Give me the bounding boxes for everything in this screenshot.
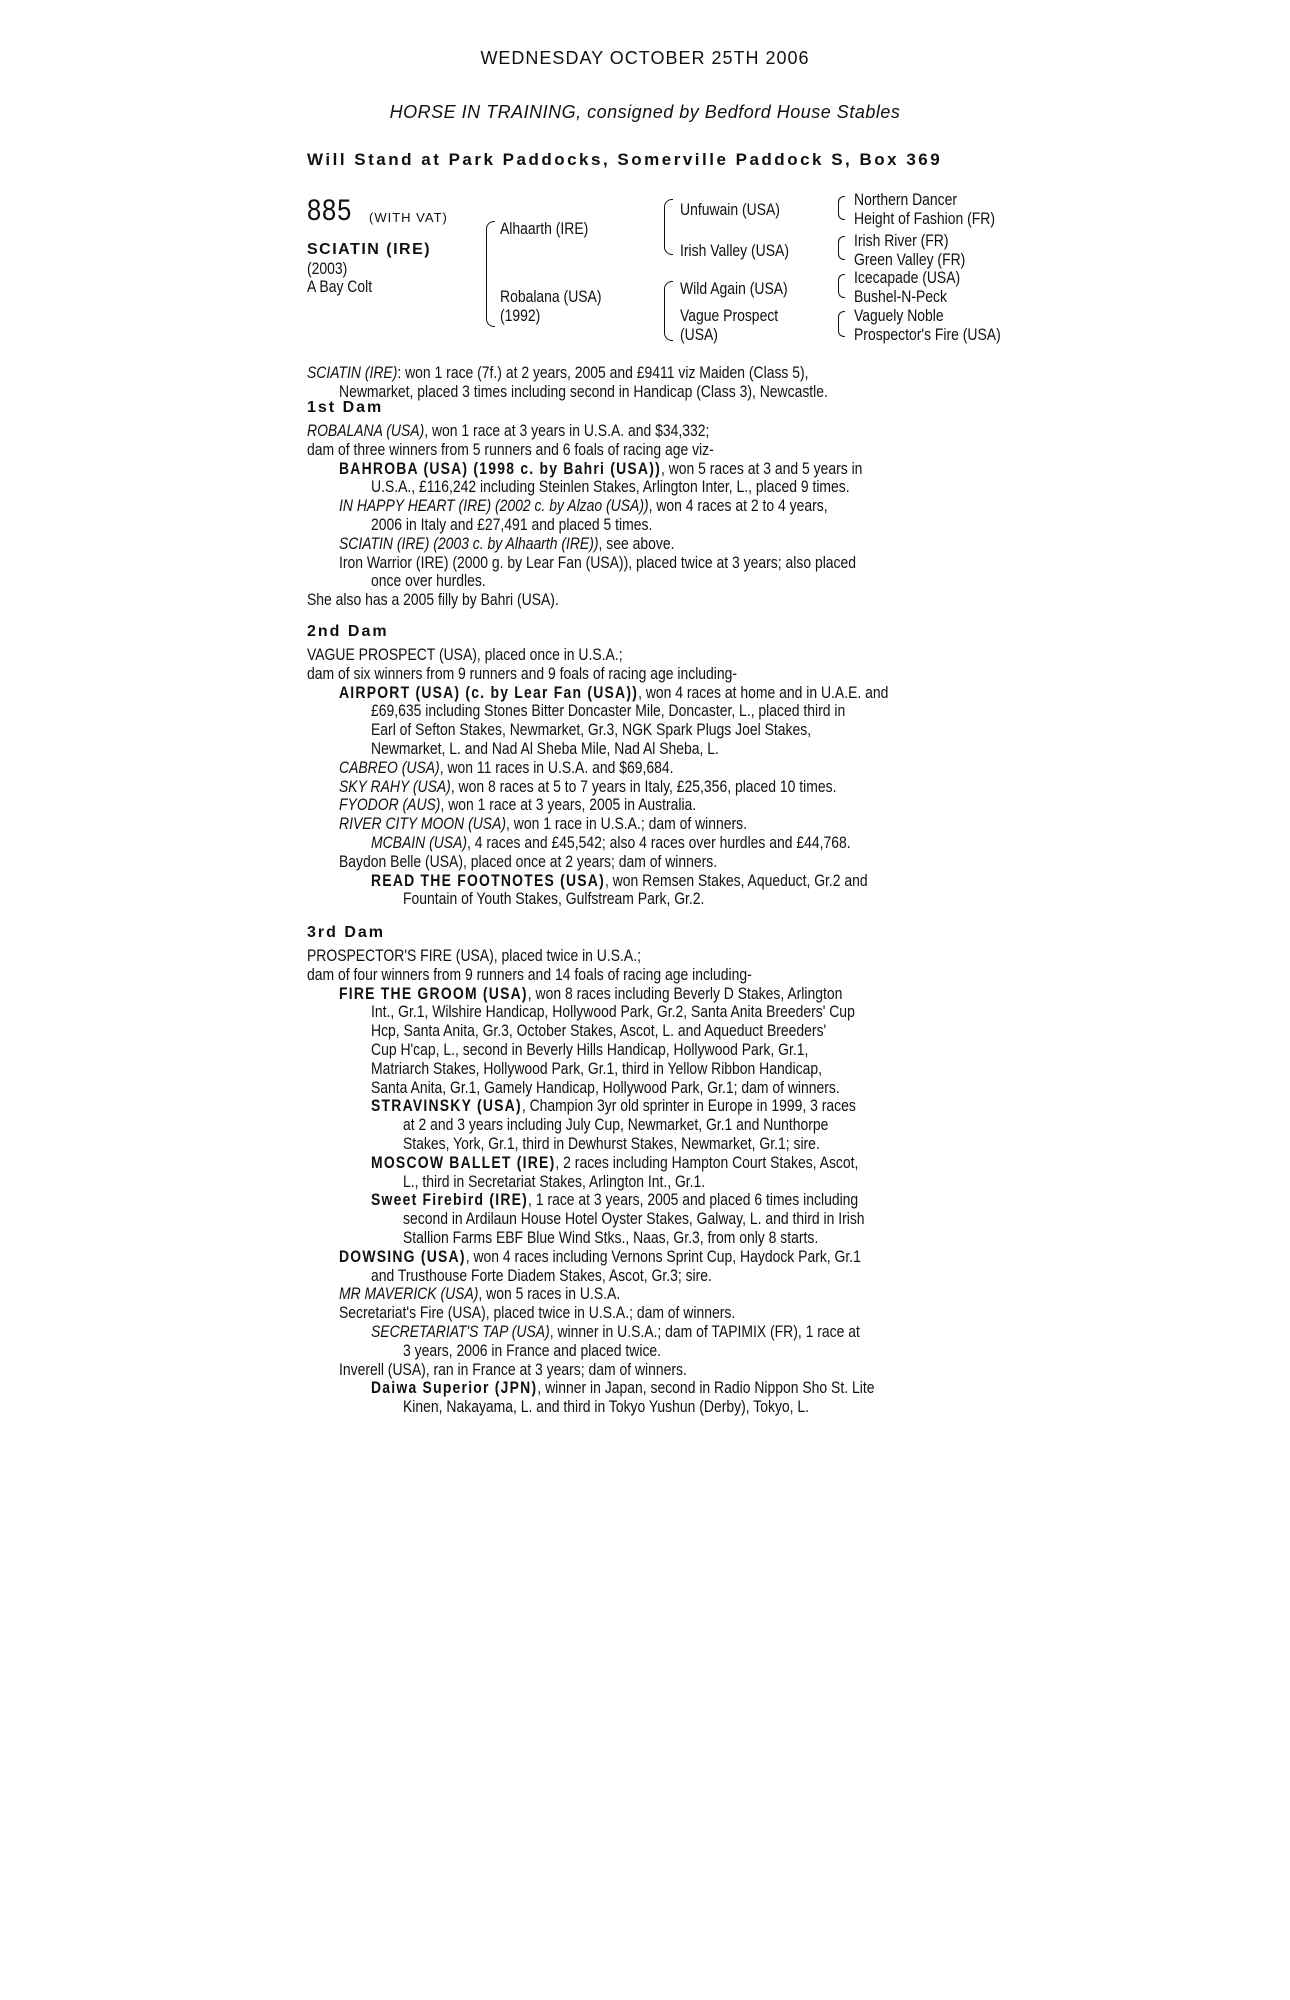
sire-dam: Irish Valley (USA) xyxy=(680,241,789,260)
dam3-line: Kinen, Nakayama, L. and third in Tokyo Yushun (Derby), Tokyo, L. xyxy=(403,1397,810,1417)
dam1-line: dam of three winners from 5 runners and 6 foals of racing age viz- xyxy=(307,439,714,459)
dam1-line: BAHROBA (USA) (1998 c. by Bahri (USA)), won 5 races at 3 and 5 years in xyxy=(339,458,863,478)
dam2-line: £69,635 including Stones Bitter Doncaster Mile, Doncaster, L., placed third in xyxy=(371,701,846,721)
dam3-line: Daiwa Superior (JPN), winner in Japan, second in Radio Nippon Sho St. Lite xyxy=(371,1378,875,1398)
dam3-line: Sweet Firebird (IRE), 1 race at 3 years, 2005 and placed 6 times including xyxy=(371,1190,859,1210)
dam3-line: Int., Gr.1, Wilshire Handicap, Hollywood Park, Gr.2, Santa Anita Breeders' Cup xyxy=(371,1002,855,1022)
dam-year: (1992) xyxy=(500,306,541,325)
gen3-4: Green Valley (FR) xyxy=(854,250,966,269)
dam3-line: PROSPECTOR'S FIRE (USA), placed twice in U.S.A.; xyxy=(307,946,641,965)
pedigree-bracket-sire xyxy=(664,199,673,255)
dam-dam-country: (USA) xyxy=(680,325,718,344)
dam2-line: VAGUE PROSPECT (USA), placed once in U.S.A.; xyxy=(307,645,623,664)
dam2-line: Newmarket, L. and Nad Al Sheba Mile, Nad Al Sheba, L. xyxy=(371,739,719,758)
gen3-8: Prospector's Fire (USA) xyxy=(854,325,1001,344)
dam3-line: STRAVINSKY (USA), Champion 3yr old sprinter in Europe in 1999, 3 races xyxy=(371,1096,856,1116)
pedigree-bracket-g3-1 xyxy=(838,196,845,220)
dam1-line: ROBALANA (USA), won 1 race at 3 years in U.S.A. and $34,332; xyxy=(307,421,710,440)
dam1-heading: 1st Dam xyxy=(307,399,384,416)
race-summary-line1: SCIATIN (IRE): won 1 race (7f.) at 2 years, 2005 and £9411 viz Maiden (Class 5), xyxy=(307,363,809,382)
gen3-6: Bushel-N-Peck xyxy=(854,287,947,306)
dam3-line: FIRE THE GROOM (USA), won 8 races including Beverly D Stakes, Arlington xyxy=(339,983,843,1003)
dam1-line: once over hurdles. xyxy=(371,571,486,591)
dam3-line: Cup H'cap, L., second in Beverly Hills Handicap, Hollywood Park, Gr.1, xyxy=(371,1040,809,1059)
horse-year: (2003) xyxy=(307,259,348,278)
consignment-line: HORSE IN TRAINING, consigned by Bedford House Stables xyxy=(389,102,901,122)
dam1-line: Iron Warrior (IRE) (2000 g. by Lear Fan (USA)), placed twice at 3 years; also placed xyxy=(339,552,857,572)
dam3-line: MOSCOW BALLET (IRE), 2 races including Hampton Court Stakes, Ascot, xyxy=(371,1152,859,1172)
dam3-line: Matriarch Stakes, Hollywood Park, Gr.1, third in Yellow Ribbon Handicap, xyxy=(371,1058,822,1078)
gen3-5: Icecapade (USA) xyxy=(854,268,961,287)
dam1-line: IN HAPPY HEART (IRE) (2002 c. by Alzao (USA)), won 4 races at 2 to 4 years, xyxy=(339,496,828,516)
dam2-line: SKY RAHY (USA), won 8 races at 5 to 7 years in Italy, £25,356, placed 10 times. xyxy=(339,776,837,796)
dam2-line: dam of six winners from 9 runners and 9 foals of racing age including- xyxy=(307,663,738,683)
gen3-1: Northern Dancer xyxy=(854,190,958,209)
dam3-line: at 2 and 3 years including July Cup, Newmarket, Gr.1 and Nunthorpe xyxy=(403,1115,829,1135)
dam2-line: RIVER CITY MOON (USA), won 1 race in U.S.A.; dam of winners. xyxy=(339,814,748,834)
dam3-line: Stakes, York, Gr.1, third in Dewhurst Stakes, Newmarket, Gr.1; sire. xyxy=(403,1134,820,1153)
lot-number: 885 xyxy=(307,194,353,227)
sire-sire: Unfuwain (USA) xyxy=(680,200,780,219)
dam3-line: Secretariat's Fire (USA), placed twice in U.S.A.; dam of winners. xyxy=(339,1303,736,1323)
dam2-line: READ THE FOOTNOTES (USA), won Remsen Stakes, Aqueduct, Gr.2 and xyxy=(371,870,868,890)
pedigree-bracket-g3-4 xyxy=(838,311,845,337)
dam-dam: Vague Prospect xyxy=(680,306,779,325)
dam2-line: CABREO (USA), won 11 races in U.S.A. and $69,684. xyxy=(339,757,674,777)
dam2-line: AIRPORT (USA) (c. by Lear Fan (USA)), won 4 races at home and in U.A.E. and xyxy=(339,682,889,702)
race-summary-line2: Newmarket, placed 3 times including second in Handicap (Class 3), Newcastle. xyxy=(339,382,828,401)
pedigree-bracket-g3-3 xyxy=(838,274,845,298)
dam3-line: second in Ardilaun House Hotel Oyster Stakes, Galway, L. and third in Irish xyxy=(403,1209,865,1229)
dam3-line: 3 years, 2006 in France and placed twice. xyxy=(403,1340,662,1360)
pedigree-bracket-dam xyxy=(664,281,673,341)
dam3-line: dam of four winners from 9 runners and 14 foals of racing age including- xyxy=(307,964,752,984)
dam2-line: Earl of Sefton Stakes, Newmarket, Gr.3, NGK Spark Plugs Joel Stakes, xyxy=(371,720,812,740)
dam3-line: Inverell (USA), ran in France at 3 years; dam of winners. xyxy=(339,1359,687,1379)
vat-note: (WITH VAT) xyxy=(369,210,448,225)
dam1-line: She also has a 2005 filly by Bahri (USA). xyxy=(307,590,559,610)
dam3-line: SECRETARIAT'S TAP (USA), winner in U.S.A.; dam of TAPIMIX (FR), 1 race at xyxy=(371,1322,860,1341)
sale-date: WEDNESDAY OCTOBER 25TH 2006 xyxy=(480,48,810,68)
horse-description: A Bay Colt xyxy=(307,277,373,296)
pedigree-bracket-g3-2 xyxy=(838,236,845,260)
pedigree-bracket-main xyxy=(486,221,495,327)
dam3-line: Hcp, Santa Anita, Gr.3, October Stakes, Ascot, L. and Aqueduct Breeders' xyxy=(371,1021,827,1041)
race-summary-horse: SCIATIN (IRE) xyxy=(307,363,398,382)
dam3-line: Stallion Farms EBF Blue Wind Stks., Naas, Gr.3, from only 8 starts. xyxy=(403,1228,819,1247)
gen3-3: Irish River (FR) xyxy=(854,231,949,250)
dam3-heading: 3rd Dam xyxy=(307,924,386,941)
dam1-line: U.S.A., £116,242 including Steinlen Stakes, Arlington Inter, L., placed 9 times. xyxy=(371,477,850,497)
horse-name: SCIATIN (IRE) xyxy=(307,241,432,258)
gen3-7: Vaguely Noble xyxy=(854,306,944,325)
dam3-line: and Trusthouse Forte Diadem Stakes, Ascot, Gr.3; sire. xyxy=(371,1265,712,1285)
dam2-line: MCBAIN (USA), 4 races and £45,542; also 4 races over hurdles and £44,768. xyxy=(371,833,851,852)
dam-name: Robalana (USA) xyxy=(500,287,602,306)
gen3-2: Height of Fashion (FR) xyxy=(854,209,996,228)
dam1-line: 2006 in Italy and £27,491 and placed 5 times. xyxy=(371,515,653,534)
dam2-line: Fountain of Youth Stakes, Gulfstream Park, Gr.2. xyxy=(403,889,705,909)
dam2-line: Baydon Belle (USA), placed once at 2 years; dam of winners. xyxy=(339,851,718,871)
sire-name: Alhaarth (IRE) xyxy=(500,219,589,238)
dam3-line: MR MAVERICK (USA), won 5 races in U.S.A. xyxy=(339,1284,621,1304)
dam3-line: Santa Anita, Gr.1, Gamely Handicap, Hollywood Park, Gr.1; dam of winners. xyxy=(371,1077,840,1097)
dam1-line: SCIATIN (IRE) (2003 c. by Alhaarth (IRE)), see above. xyxy=(339,533,675,553)
dam-sire: Wild Again (USA) xyxy=(680,279,788,298)
dam2-line: FYODOR (AUS), won 1 race at 3 years, 2005 in Australia. xyxy=(339,795,697,815)
dam3-line: L., third in Secretariat Stakes, Arlington Int., Gr.1. xyxy=(403,1171,706,1191)
dam2-heading: 2nd Dam xyxy=(307,623,389,640)
dam3-line: DOWSING (USA), won 4 races including Vernons Sprint Cup, Haydock Park, Gr.1 xyxy=(339,1246,861,1266)
stand-location: Will Stand at Park Paddocks, Somerville Paddock S, Box 369 xyxy=(307,150,943,169)
